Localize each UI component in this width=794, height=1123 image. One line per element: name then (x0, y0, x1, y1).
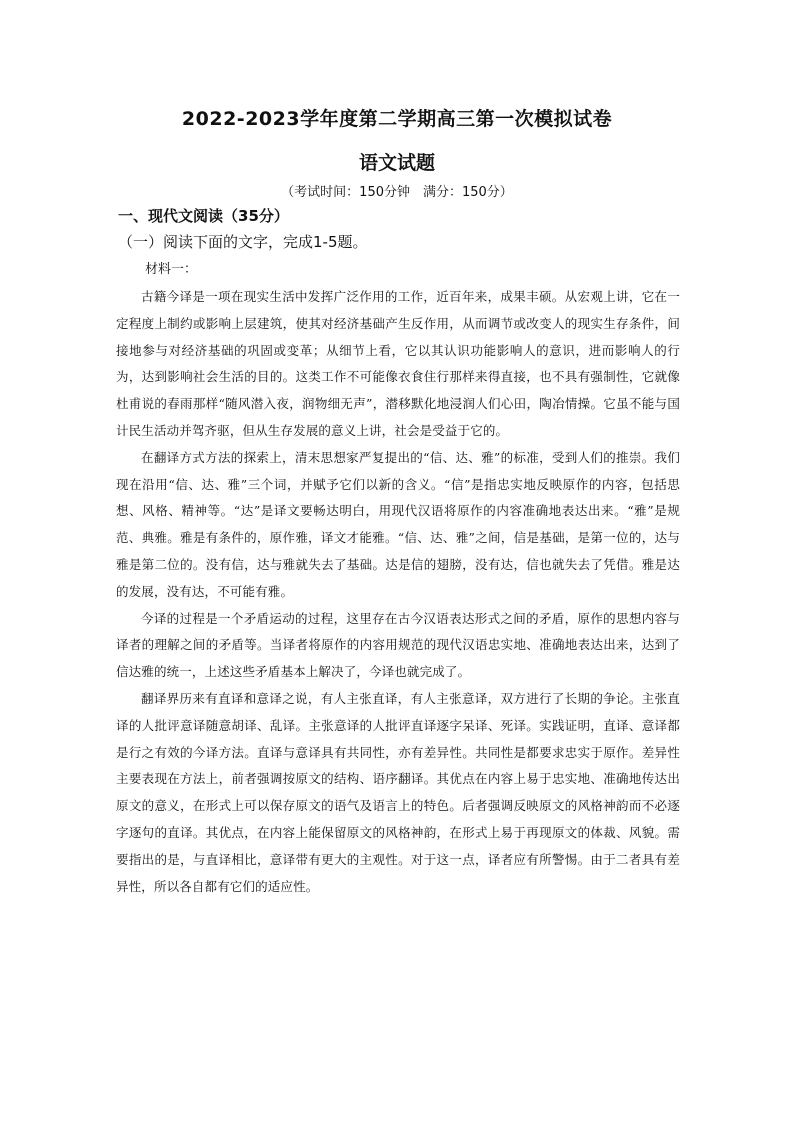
material-label: 材料一： (145, 262, 198, 277)
paragraph-3: 今译的过程是一个矛盾运动的过程，这里存在古今汉语表达形式之间的矛盾，原作的思想内容与译者的理解之间的矛盾等。当译者将原作的内容用规范的现代汉语忠实地、准确地表达出来，达到了信达雅的统一，上述这些矛盾基本上解决了，今译也就完成了。 (116, 610, 680, 680)
subject-title: 语文试题 (358, 152, 435, 174)
exam-meta: （考试时间：150分钟 满分：150分） (281, 185, 513, 200)
paragraph-1: 古籍今译是一项在现实生活中发挥广泛作用的工作，近百年来，成果丰硕。从宏观上讲，它在一定程度上制约或影响上层建筑，使其对经济基础产生反作用，从而调节或改变人的现实生存条件，间接地参与对经济基础的巩固或变革；从细节上看，它以其认识功能影响人的意识，进而影响人的行为，达到影响社会生活的目的。这类工作不可能像衣食住行那样来得直接，也不具有强制性，它就像杜甫说的春雨那样“随风潜入夜，润物细无声”，潜移默化地浸润人们心田，陶冶情操。它虽不能与国计民生活动并驾齐驱，但从生存发展的意义上讲，社会是受益于它的。 (116, 289, 680, 438)
paragraph-4: 翻译界历来有直译和意译之说，有人主张直译，有人主张意译，双方进行了长期的争论。主张直译的人批评意译随意胡译、乱译。主张意译的人批评直译逐字呆译、死译。实践证明，直译、意译都是行之有效的今译方法。直译与意译具有共同性，亦有差异性。共同性是都要求忠实于原作。差异性主要表现在方法上，前者强调按原文的结构、语序翻译。其优点在内容上易于忠实地、准确地传达出原文的意义，在形式上可以保存原文的语气及语言上的特色。后者强调反映原文的风格神韵而不必逐字逐句的直译。其优点，在内容上能保留原文的风格神韵，在形式上易于再现原文的体裁、风貌。需要指出的是，与直译相比，意译带有更大的主观性。对于这一点，译者应有所警惕。由于二者具有差异性，所以各自都有它们的适应性。 (116, 690, 680, 894)
paragraph-2: 在翻译方式方法的探索上，清末思想家严复提出的“信、达、雅”的标准，受到人们的推崇。我们现在沿用“信、达、雅”三个词，并赋予它们以新的含义。“信”是指忠实地反映原作的内容，包括思想、风格、精神等。“达”是译文要畅达明白，用现代汉语将原作的内容准确地表达出来。“雅”是规范、典雅。雅是有条件的，原作雅，译文才能雅。“信、达、雅”之间，信是基础，是第一位的，达与雅是第二位的。没有信，达与雅就失去了基础。达是信的翅膀，没有达，信也就失去了凭借。雅是达的发展，没有达，不可能有雅。 (116, 449, 680, 599)
exam-title: 2022-2023学年度第二学期高三第一次模拟试卷 (181, 108, 613, 130)
section-heading: 一、现代文阅读（35分） (118, 207, 289, 225)
reading-passage (116, 284, 680, 900)
reading-instruction: （一）阅读下面的文字，完成1-5题。 (118, 233, 368, 251)
